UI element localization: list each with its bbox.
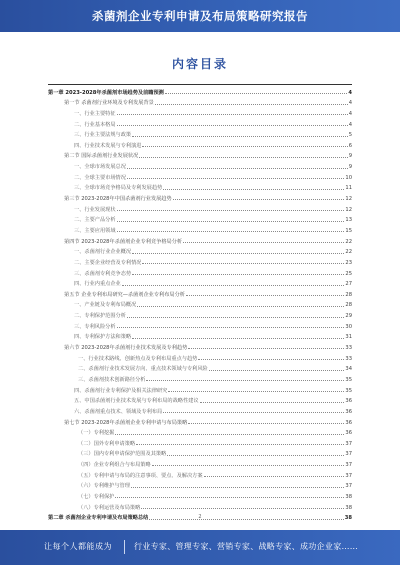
toc-entry-page: 36 bbox=[345, 398, 352, 405]
toc-leader-dots bbox=[132, 338, 344, 339]
toc-leader-dots bbox=[127, 178, 345, 179]
toc-entry-label: 六、杀菌剂重点技术、领域及专利布局 bbox=[74, 408, 163, 415]
toc-entry-label: 三、专利风险分析 bbox=[74, 323, 116, 330]
footer-bar bbox=[0, 530, 400, 565]
toc-entry-label: （七）专利保护 bbox=[78, 493, 115, 500]
toc-entry-page: 33 bbox=[345, 345, 352, 352]
footer-tagline: 行业专家、管理专家、营销专家、战略专家、成功企业家…… bbox=[134, 542, 359, 551]
toc-entry-label: 二、主要企业经营及专利情况 bbox=[74, 259, 142, 266]
toc-leader-dots bbox=[198, 359, 344, 360]
toc-entry[interactable] bbox=[48, 372, 352, 383]
toc-entry-page: 37 bbox=[345, 483, 352, 490]
toc-leader-dots bbox=[152, 465, 345, 466]
toc-entry-page: 4 bbox=[348, 121, 352, 128]
toc-entry-page: 25 bbox=[345, 270, 352, 277]
toc-leader-dots bbox=[127, 168, 348, 169]
toc-leader-dots bbox=[200, 402, 345, 403]
footer-slogan: 让每个人都能成为 bbox=[44, 542, 112, 551]
toc-entry[interactable] bbox=[48, 181, 352, 192]
toc-leader-dots bbox=[115, 434, 344, 435]
toc-entry-page: 22 bbox=[345, 249, 352, 256]
toc-entry[interactable] bbox=[48, 489, 352, 500]
toc-leader-dots bbox=[117, 114, 348, 115]
toc-entry-label: 一、杀菌剂行业企业概况 bbox=[74, 249, 132, 256]
toc-entry-label: 三、主要应用领域 bbox=[74, 227, 116, 234]
toc-entry-label: 四、杀菌剂行业专利保护及相关法律研究 bbox=[74, 387, 168, 394]
toc-entry[interactable] bbox=[48, 426, 352, 437]
toc-entry-label: 一、行业技术路线、创新热点及专利布局重点与趋势 bbox=[78, 355, 198, 362]
toc-entry[interactable] bbox=[48, 415, 352, 426]
table-of-contents bbox=[48, 84, 352, 521]
toc-entry-label: 第一节 杀菌剂行业环境及专利发展背景 bbox=[64, 100, 154, 107]
toc-leader-dots bbox=[127, 317, 345, 318]
toc-entry-page: 28 bbox=[345, 302, 352, 309]
toc-entry-label: 二、全球主要市场情况 bbox=[74, 174, 126, 181]
toc-entry[interactable] bbox=[48, 266, 352, 277]
toc-entry-label: 二、主要产品分析 bbox=[74, 217, 116, 224]
toc-entry-page: 33 bbox=[345, 355, 352, 362]
toc-entry[interactable] bbox=[48, 383, 352, 394]
toc-entry[interactable] bbox=[48, 447, 352, 458]
toc-entry[interactable] bbox=[48, 394, 352, 405]
toc-entry-page: 13 bbox=[345, 217, 352, 224]
toc-entry[interactable] bbox=[48, 223, 352, 234]
toc-entry[interactable] bbox=[48, 159, 352, 170]
toc-entry-label: 第五节 企业专利布局研究—杀菌剂企业专利布局分析 bbox=[64, 291, 185, 298]
toc-entry-label: 三、杀菌剂技术创新路径分析 bbox=[78, 376, 146, 383]
toc-entry-label: （一）专利挖掘 bbox=[78, 430, 115, 437]
toc-entry[interactable] bbox=[48, 117, 352, 128]
toc-entry-page: 34 bbox=[345, 366, 352, 373]
toc-entry-page: 30 bbox=[345, 323, 352, 330]
report-title: 杀菌剂企业专利申请及布局策略研究报告 bbox=[92, 9, 308, 23]
toc-leader-dots bbox=[139, 157, 347, 158]
toc-entry-page: 35 bbox=[345, 376, 352, 383]
toc-entry-label: （六）专利维护与管理 bbox=[78, 483, 130, 490]
toc-entry-label: 二、杀菌剂行业技术发展方向、重点技术领域与专利风险 bbox=[78, 366, 208, 373]
toc-leader-dots bbox=[173, 199, 345, 200]
toc-entry[interactable] bbox=[48, 255, 352, 266]
toc-entry-page: 38 bbox=[345, 493, 352, 500]
toc-entry-page: 4 bbox=[348, 89, 352, 96]
toc-entry-page: 12 bbox=[345, 196, 352, 203]
toc-entry[interactable] bbox=[48, 330, 352, 341]
toc-entry[interactable] bbox=[48, 500, 352, 511]
toc-leader-dots bbox=[167, 455, 344, 456]
toc-entry[interactable] bbox=[48, 213, 352, 224]
toc-leader-dots bbox=[115, 497, 344, 498]
toc-entry-label: 五、中国杀菌剂行业技术发展与专利布局的战略性建议 bbox=[74, 398, 199, 405]
toc-leader-dots bbox=[155, 104, 348, 105]
toc-leader-dots bbox=[163, 189, 344, 190]
toc-leader-dots bbox=[188, 423, 344, 424]
toc-entry-label: 三、行业主要法规与政策 bbox=[74, 132, 132, 139]
toc-entry[interactable] bbox=[48, 404, 352, 415]
toc-entry[interactable] bbox=[48, 287, 352, 298]
toc-leader-dots bbox=[168, 391, 344, 392]
toc-entry-page: 37 bbox=[345, 440, 352, 447]
toc-entry-label: 一、行业主要特征 bbox=[74, 110, 116, 117]
toc-entry-page: 15 bbox=[345, 227, 352, 234]
toc-leader-dots bbox=[122, 285, 345, 286]
toc-entry-page: 4 bbox=[348, 110, 352, 117]
toc-entry[interactable] bbox=[48, 340, 352, 351]
toc-entry-label: （五）专利申请与布局的注意事项、要点、及解决方案 bbox=[78, 472, 203, 479]
toc-entry[interactable] bbox=[48, 191, 352, 202]
toc-entry[interactable] bbox=[48, 84, 352, 96]
toc-entry-label: 四、行业内重点企业 bbox=[74, 281, 121, 288]
toc-entry-label: 第六节 2023-2028年杀菌剂行业技术发展及专利趋势 bbox=[64, 345, 188, 352]
toc-leader-dots bbox=[142, 263, 344, 264]
toc-leader-dots bbox=[137, 306, 344, 307]
toc-entry-page: 5 bbox=[348, 132, 352, 139]
toc-entry-page: 9 bbox=[348, 153, 352, 160]
toc-entry-label: 第二节 国际杀菌剂行业发展状况 bbox=[64, 153, 139, 160]
toc-leader-dots bbox=[131, 487, 345, 488]
toc-entry-page: 22 bbox=[345, 238, 352, 245]
toc-entry[interactable] bbox=[48, 479, 352, 490]
toc-entry-page: 37 bbox=[345, 451, 352, 458]
toc-entry-page: 27 bbox=[345, 281, 352, 288]
toc-leader-dots bbox=[117, 125, 348, 126]
toc-entry[interactable] bbox=[48, 234, 352, 245]
toc-entry-page: 36 bbox=[345, 430, 352, 437]
toc-leader-dots bbox=[163, 412, 344, 413]
toc-entry-page: 9 bbox=[348, 164, 352, 171]
page-number: 2 bbox=[198, 514, 202, 520]
toc-entry-label: 一、全球市场发展总况 bbox=[74, 164, 126, 171]
toc-leader-dots bbox=[141, 508, 344, 509]
toc-entry-page: 6 bbox=[348, 142, 352, 149]
toc-entry-label: 第二章 杀菌剂企业专利申请及布局策略总结 bbox=[48, 515, 149, 522]
toc-leader-dots bbox=[117, 221, 345, 222]
toc-entry-label: 第四节 2023-2028年杀菌剂企业专利竞争格局分析 bbox=[64, 238, 183, 245]
toc-leader-dots bbox=[117, 210, 345, 211]
toc-entry-label: 一、产业链及专利布局概况 bbox=[74, 302, 137, 309]
toc-entry-label: （八）专利运营及布局策略 bbox=[78, 504, 141, 511]
header-bar bbox=[0, 0, 400, 32]
toc-entry-page: 35 bbox=[345, 387, 352, 394]
toc-entry[interactable] bbox=[48, 457, 352, 468]
toc-entry-page: 11 bbox=[345, 185, 352, 192]
toc-entry-label: （三）国内专利申请保护范围及其策略 bbox=[78, 451, 167, 458]
toc-entry-label: 四、专利保护方法和策略 bbox=[74, 334, 132, 341]
toc-entry-label: （四）企业专利组合与布局策略 bbox=[78, 462, 151, 469]
toc-entry-label: 第三节 2023-2028年中国杀菌剂行业发展趋势 bbox=[64, 196, 172, 203]
toc-leader-dots bbox=[204, 476, 345, 477]
toc-entry-page: 12 bbox=[345, 206, 352, 213]
toc-leader-dots bbox=[132, 136, 348, 137]
toc-entry[interactable] bbox=[48, 351, 352, 362]
toc-leader-dots bbox=[132, 253, 344, 254]
toc-entry-page: 38 bbox=[345, 504, 352, 511]
toc-entry-page: 36 bbox=[345, 408, 352, 415]
toc-entry-label: 三、全球市场竞争格局及专利发展趋势 bbox=[74, 185, 163, 192]
toc-leader-dots bbox=[188, 348, 344, 349]
toc-entry[interactable] bbox=[48, 308, 352, 319]
toc-entry-page: 29 bbox=[345, 313, 352, 320]
toc-entry-label: 三、杀菌剂专利竞争态势 bbox=[74, 270, 132, 277]
toc-entry-label: 四、行业技术发展与专利演进 bbox=[74, 142, 142, 149]
toc-entry-label: 二、专利保护范围分析 bbox=[74, 313, 126, 320]
toc-entry-page: 23 bbox=[345, 259, 352, 266]
toc-entry-label: 第七节 2023-2028年杀菌剂企业专利申请与布局策略 bbox=[64, 419, 188, 426]
toc-entry[interactable] bbox=[48, 96, 352, 107]
toc-entry[interactable] bbox=[48, 245, 352, 256]
toc-entry-page: 28 bbox=[345, 291, 352, 298]
toc-leader-dots bbox=[142, 146, 347, 147]
footer-divider bbox=[124, 540, 125, 554]
toc-leader-dots bbox=[146, 380, 344, 381]
toc-entry[interactable] bbox=[48, 128, 352, 139]
toc-entry-label: 一、行业发展现状 bbox=[74, 206, 116, 213]
toc-title: 内容目录 bbox=[171, 57, 228, 71]
toc-entry[interactable] bbox=[48, 362, 352, 373]
toc-entry[interactable] bbox=[48, 468, 352, 479]
toc-entry-page: 31 bbox=[345, 334, 352, 341]
toc-leader-dots bbox=[132, 274, 344, 275]
toc-leader-dots bbox=[186, 295, 344, 296]
toc-entry[interactable] bbox=[48, 298, 352, 309]
toc-entry-page: 10 bbox=[345, 174, 352, 181]
toc-entry[interactable] bbox=[48, 170, 352, 181]
toc-leader-dots bbox=[117, 231, 345, 232]
toc-entry[interactable] bbox=[48, 277, 352, 288]
toc-entry[interactable] bbox=[48, 106, 352, 117]
toc-leader-dots bbox=[165, 93, 348, 94]
toc-entry[interactable] bbox=[48, 436, 352, 447]
toc-entry[interactable] bbox=[48, 138, 352, 149]
toc-entry-page: 37 bbox=[345, 462, 352, 469]
toc-leader-dots bbox=[136, 444, 344, 445]
toc-entry[interactable] bbox=[48, 202, 352, 213]
toc-entry-page: 36 bbox=[345, 419, 352, 426]
toc-entry-page: 38 bbox=[344, 515, 352, 522]
toc-leader-dots bbox=[183, 242, 344, 243]
toc-entry[interactable] bbox=[48, 319, 352, 330]
toc-entry[interactable] bbox=[48, 149, 352, 160]
toc-leader-dots bbox=[117, 327, 345, 328]
toc-entry-page: 4 bbox=[348, 100, 352, 107]
toc-entry-label: （二）国外专利申请策略 bbox=[78, 440, 136, 447]
toc-entry-label: 二、行业基本格局 bbox=[74, 121, 116, 128]
toc-leader-dots bbox=[209, 370, 345, 371]
toc-entry-page: 37 bbox=[345, 472, 352, 479]
toc-entry-label: 第一章 2023-2028年杀菌剂市场趋势及前瞻预测 bbox=[48, 89, 164, 96]
